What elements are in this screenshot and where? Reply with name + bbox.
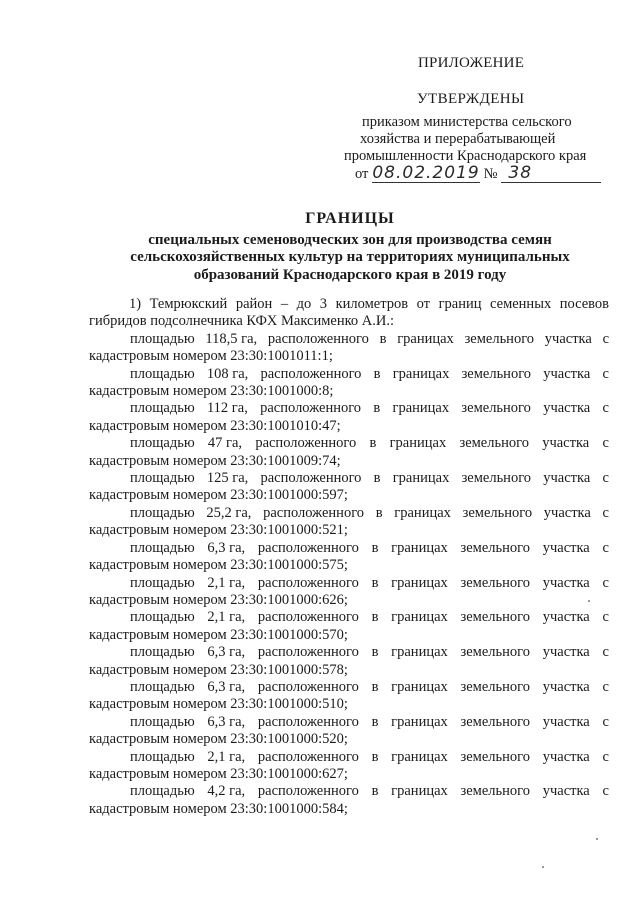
- land-plot-entry: [89, 749, 609, 784]
- land-plot-entry: [89, 609, 609, 644]
- entry-word: площадью: [130, 574, 195, 591]
- land-plot-entry: [89, 505, 609, 540]
- entry-word: границах: [391, 574, 448, 591]
- entry-word: участка: [542, 783, 590, 800]
- entry-word: площадью: [130, 330, 195, 347]
- scan-speck: [542, 866, 544, 868]
- entry-word: земельного: [461, 365, 532, 382]
- entry-word: расположенного: [257, 644, 359, 661]
- order-date-field: [372, 165, 480, 183]
- entry-word: 2,1 га,: [207, 748, 246, 765]
- entry-word: площадью: [130, 539, 195, 556]
- entry-word: с: [602, 783, 609, 800]
- entry-word: границах: [394, 504, 451, 521]
- entry-word: 118,5 га,: [205, 330, 258, 347]
- entry-word: земельного: [462, 504, 533, 521]
- entry-word: границах: [392, 400, 450, 417]
- entry-word: площадью: [130, 365, 195, 382]
- entry-word: в: [371, 539, 379, 556]
- entry-word: земельного: [464, 330, 535, 347]
- entry-word: площадью: [130, 609, 195, 626]
- title-main: ГРАНИЦЫ: [305, 210, 395, 227]
- cadastral-number-line: кадастровым номером 23:30:1001000:627;: [89, 765, 348, 782]
- entry-word: расположенного: [260, 400, 362, 417]
- entry-word: участка: [542, 678, 590, 695]
- entry-word: 6,3 га,: [207, 713, 246, 730]
- entry-word: в: [369, 435, 377, 452]
- entry-word: земельного: [460, 678, 530, 695]
- entry-word: границах: [391, 748, 448, 765]
- title-line-3: образований Краснодарского края в 2019 году: [193, 266, 507, 283]
- appendix-label: ПРИЛОЖЕНИЕ: [418, 55, 525, 71]
- document-body: [89, 296, 609, 818]
- entry-word: расположенного: [257, 574, 359, 591]
- entry-word: границах: [392, 470, 450, 487]
- entry-word: в: [371, 678, 379, 695]
- land-plot-entry: [89, 679, 609, 714]
- entry-word: площадью: [130, 504, 195, 521]
- entry-line-1: [89, 609, 609, 626]
- entry-word: 108 га,: [206, 365, 249, 382]
- entry-word: в: [373, 365, 381, 382]
- entry-word: 2,1 га,: [207, 574, 246, 591]
- entry-word: в: [371, 783, 379, 800]
- entry-word: земельного: [460, 644, 530, 661]
- cadastral-number-line: кадастровым номером 23:30:1001000:584;: [89, 800, 348, 817]
- cadastral-number-line: кадастровым номером 23:30:1001000:8;: [89, 383, 334, 400]
- approval-line-2: хозяйства и перерабатывающей: [360, 131, 556, 147]
- entry-line-1: [89, 783, 609, 800]
- entry-word: площадью: [130, 435, 195, 452]
- land-plot-entry: [89, 331, 609, 366]
- entry-word: в: [371, 748, 379, 765]
- entry-word: земельного: [461, 470, 532, 487]
- entry-word: 47 га,: [207, 435, 243, 452]
- approval-line-1: приказом министерства сельского: [362, 114, 572, 130]
- entry-word: участка: [542, 574, 590, 591]
- entry-word: с: [602, 748, 609, 765]
- entry-word: земельного: [459, 435, 529, 452]
- cadastral-number-line: кадастровым номером 23:30:1001000:520;: [89, 731, 348, 748]
- date-prefix: от: [355, 166, 369, 182]
- entry-word: площадью: [130, 678, 195, 695]
- entry-word: с: [602, 539, 609, 556]
- entry-word: с: [602, 330, 609, 347]
- entry-word: 6,3 га,: [207, 678, 246, 695]
- land-plot-entry: [89, 644, 609, 679]
- entry-word: земельного: [460, 609, 530, 626]
- entry-word: площадью: [130, 470, 195, 487]
- entry-word: в: [379, 330, 387, 347]
- cadastral-number-line: кадастровым номером 23:30:1001009:74;: [89, 452, 341, 469]
- entry-word: земельного: [460, 539, 530, 556]
- entry-word: расположенного: [257, 609, 359, 626]
- entry-word: 6,3 га,: [207, 644, 246, 661]
- entry-word: расположенного: [257, 713, 359, 730]
- entry-word: участка: [542, 644, 590, 661]
- entry-word: участка: [543, 365, 591, 382]
- entry-word: участка: [542, 609, 590, 626]
- entry-word: расположенного: [260, 470, 362, 487]
- land-plot-entry: [89, 470, 609, 505]
- land-plot-entry: [89, 575, 609, 610]
- entry-word: участка: [544, 330, 592, 347]
- intro-paragraph: 1) Темрюкский район – до 3 километров от границ семенных посевов гибридов подсолнечника КФХ Максименко А.И.:: [89, 296, 609, 330]
- entry-word: 2,1 га,: [207, 609, 246, 626]
- entry-word: расположенного: [255, 435, 357, 452]
- land-plot-entry: [89, 714, 609, 749]
- entry-word: 25,2 га,: [206, 504, 252, 521]
- entry-line-1: [89, 714, 609, 731]
- land-plot-entry: [89, 783, 609, 818]
- entry-word: земельного: [461, 400, 531, 417]
- entry-word: площадью: [130, 400, 195, 417]
- entry-word: с: [602, 644, 609, 661]
- entry-word: границах: [391, 644, 448, 661]
- entry-word: расположенного: [257, 539, 359, 556]
- approved-label: УТВЕРЖДЕНЫ: [417, 91, 525, 107]
- entry-word: границах: [391, 713, 448, 730]
- title-line-1: специальных семеноводческих зон для производства семян: [148, 231, 552, 248]
- entry-word: с: [602, 678, 609, 695]
- entry-line-1: [89, 366, 609, 383]
- entry-word: участка: [543, 504, 591, 521]
- entry-line-1: [89, 540, 609, 557]
- entry-word: с: [602, 435, 609, 452]
- scan-speck: [588, 600, 590, 602]
- title-line-2: сельскохозяйственных культур на территориях муниципальных: [130, 249, 570, 265]
- entry-word: в: [373, 400, 381, 417]
- entry-line-1: [89, 400, 609, 417]
- number-prefix: №: [483, 166, 498, 182]
- entry-word: расположенного: [263, 504, 365, 521]
- entry-word: в: [371, 609, 379, 626]
- entry-word: земельного: [460, 713, 530, 730]
- approval-line-3: промышленности Краснодарского края: [344, 148, 587, 164]
- land-plot-entry: [89, 540, 609, 575]
- entry-word: границах: [397, 330, 454, 347]
- entry-word: участка: [542, 435, 590, 452]
- entry-word: с: [602, 504, 609, 521]
- entry-word: расположенного: [257, 678, 359, 695]
- entry-word: 6,3 га,: [207, 539, 246, 556]
- entry-word: площадью: [130, 644, 195, 661]
- entry-word: расположенного: [267, 330, 369, 347]
- document-title: [120, 210, 580, 284]
- entry-word: границах: [392, 365, 450, 382]
- land-plot-list: [89, 331, 609, 818]
- entry-word: участка: [542, 539, 590, 556]
- entry-word: площадью: [130, 748, 195, 765]
- entry-word: 112 га,: [206, 400, 248, 417]
- entry-word: границах: [391, 609, 448, 626]
- entry-word: земельного: [460, 574, 530, 591]
- entry-word: участка: [543, 400, 591, 417]
- entry-line-1: [89, 470, 609, 487]
- entry-line-1: [89, 505, 609, 522]
- cadastral-number-line: кадастровым номером 23:30:1001000:575;: [89, 557, 348, 574]
- entry-word: участка: [543, 470, 591, 487]
- entry-line-1: [89, 749, 609, 766]
- cadastral-number-line: кадастровым номером 23:30:1001010:47;: [89, 417, 341, 434]
- cadastral-number-line: кадастровым номером 23:30:1001000:510;: [89, 696, 348, 713]
- entry-word: участка: [542, 748, 590, 765]
- cadastral-number-line: кадастровым номером 23:30:1001000:597;: [89, 487, 348, 504]
- scan-speck: [596, 838, 598, 840]
- entry-word: с: [602, 609, 609, 626]
- entry-line-1: [89, 331, 609, 348]
- entry-word: в: [373, 470, 381, 487]
- order-number-field: [501, 165, 601, 183]
- entry-word: в: [371, 713, 379, 730]
- entry-line-1: [89, 644, 609, 661]
- entry-word: 125 га,: [206, 470, 249, 487]
- entry-word: в: [371, 644, 379, 661]
- cadastral-number-line: кадастровым номером 23:30:1001011:1;: [89, 348, 333, 365]
- order-date-handwritten: 08.02.2019: [372, 163, 480, 183]
- entry-word: с: [602, 713, 609, 730]
- order-number-handwritten: 38: [508, 163, 533, 183]
- entry-word: границах: [391, 539, 448, 556]
- entry-word: с: [602, 365, 609, 382]
- entry-word: земельного: [460, 748, 530, 765]
- entry-word: в: [375, 504, 383, 521]
- entry-line-1: [89, 435, 609, 452]
- land-plot-entry: [89, 435, 609, 470]
- entry-word: расположенного: [257, 748, 359, 765]
- entry-word: земельного: [460, 783, 530, 800]
- entry-word: в: [371, 574, 379, 591]
- entry-word: границах: [389, 435, 447, 452]
- entry-word: границах: [391, 783, 448, 800]
- entry-word: 4,2 га,: [207, 783, 246, 800]
- entry-word: площадью: [130, 713, 195, 730]
- entry-word: площадью: [130, 783, 195, 800]
- entry-word: участка: [542, 713, 590, 730]
- entry-word: с: [602, 400, 609, 417]
- entry-word: расположенного: [260, 365, 362, 382]
- cadastral-number-line: кадастровым номером 23:30:1001000:521;: [89, 522, 348, 539]
- entry-word: с: [602, 574, 609, 591]
- entry-word: с: [602, 470, 609, 487]
- entry-word: расположенного: [257, 783, 359, 800]
- cadastral-number-line: кадастровым номером 23:30:1001000:578;: [89, 661, 348, 678]
- entry-line-1: [89, 679, 609, 696]
- land-plot-entry: [89, 400, 609, 435]
- entry-word: границах: [391, 678, 448, 695]
- land-plot-entry: [89, 366, 609, 401]
- order-date-number: [355, 165, 601, 183]
- entry-line-1: [89, 575, 609, 592]
- cadastral-number-line: кадастровым номером 23:30:1001000:626;: [89, 591, 348, 608]
- cadastral-number-line: кадастровым номером 23:30:1001000:570;: [89, 626, 348, 643]
